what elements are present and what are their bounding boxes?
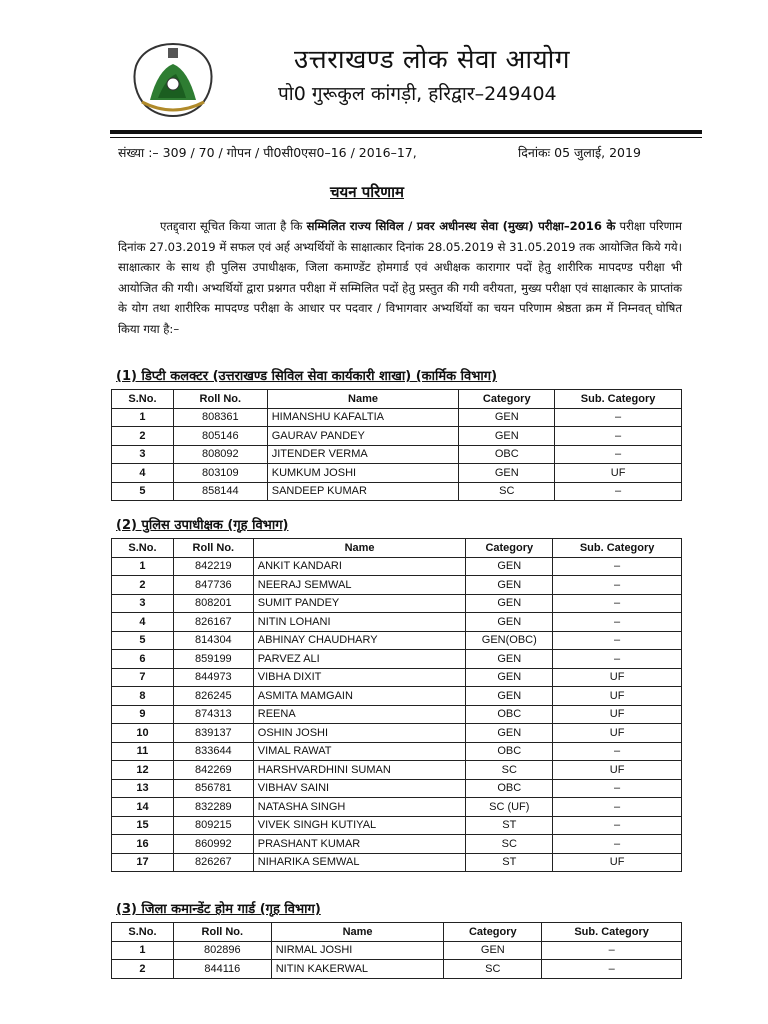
table-header-row xyxy=(112,539,682,558)
section-heading-deputy-collector xyxy=(116,366,497,384)
category-cell: ST xyxy=(466,853,553,872)
roll-number-cell: 808361 xyxy=(173,408,267,427)
table-row xyxy=(112,668,682,687)
serial-number-cell: 1 xyxy=(112,941,174,960)
candidate-name-cell: ASMITA MAMGAIN xyxy=(253,687,466,706)
category-cell: GEN xyxy=(466,594,553,613)
category-cell: GEN xyxy=(466,613,553,632)
candidate-name-cell: OSHIN JOSHI xyxy=(253,724,466,743)
table-row xyxy=(112,576,682,595)
category-cell: OBC xyxy=(466,705,553,724)
sub-category-cell: UF xyxy=(553,668,682,687)
candidate-name-cell: ABHINAY CHAUDHARY xyxy=(253,631,466,650)
candidate-name-cell: NATASHA SINGH xyxy=(253,798,466,817)
serial-number-cell: 5 xyxy=(112,631,174,650)
category-cell: OBC xyxy=(466,779,553,798)
table-row xyxy=(112,960,682,979)
serial-number-cell: 6 xyxy=(112,650,174,669)
section-heading-police xyxy=(116,515,288,533)
organization-address: पो0 गुरूकुल कांगड़ी, हरिद्वार–249404 xyxy=(278,83,557,105)
candidate-name-cell: ANKIT KANDARI xyxy=(253,557,466,576)
sub-category-cell: – xyxy=(555,482,682,501)
sub-category-cell: – xyxy=(553,557,682,576)
table-row xyxy=(112,724,682,743)
sub-category-cell: – xyxy=(555,427,682,446)
column-header: S.No. xyxy=(112,923,174,942)
serial-number-cell: 3 xyxy=(112,445,174,464)
roll-number-cell: 808201 xyxy=(173,594,253,613)
sub-category-cell: – xyxy=(542,960,682,979)
category-cell: GEN xyxy=(466,576,553,595)
table-row xyxy=(112,705,682,724)
sub-category-cell: – xyxy=(553,835,682,854)
category-cell: SC (UF) xyxy=(466,798,553,817)
table-header-row xyxy=(112,923,682,942)
serial-number-cell: 8 xyxy=(112,687,174,706)
table-row xyxy=(112,427,682,446)
sub-category-cell: UF xyxy=(553,853,682,872)
column-header: Roll No. xyxy=(173,390,267,409)
sub-category-cell: – xyxy=(553,742,682,761)
table-row xyxy=(112,464,682,483)
intro-text-2: परीक्षा परिणाम दिनांक 27.03.2019 में सफल एवं अर्ह अभ्यर्थियों के साक्षात्कार दिनांक 28.05.2019 से 31.05.2019 तक आयोजित किये गये। साक्षात्कार के साथ ही पुलिस उपाधीक्षक, जिला कमाण्डेंट होमगार्ड एवं अधीक्षक कारागार पदों हेतु शारीरिक मापदण्ड परीक्षा भी आयोजित की गयी। अभ्यर्थियों द्वारा प्रश्नगत परीक्षा में सम्मिलित पदों हेतु प्रस्तुत की गयी वरीयता, मुख्य परीक्षा एवं साक्षात्कार के प्राप्तांक के योग तथा शारीरिक मापदण्ड परीक्षा के आधार पर पदवार / विभागवार अभ्यर्थियों का चयन परिणाम श्रेष्ठता क्रम में निम्नवत् घोषित किया गया है:– xyxy=(118,219,682,336)
column-header: Roll No. xyxy=(173,923,271,942)
table-row xyxy=(112,650,682,669)
category-cell: GEN xyxy=(466,668,553,687)
serial-number-cell: 5 xyxy=(112,482,174,501)
results-table-deputy-collector xyxy=(111,389,682,501)
column-header: Category xyxy=(466,539,553,558)
sub-category-cell: UF xyxy=(553,705,682,724)
reference-number: संख्या :– 309 / 70 / गोपन / पी0सी0एस0–16 / 2016–17, xyxy=(118,145,417,160)
category-cell: GEN xyxy=(466,557,553,576)
sub-category-cell: UF xyxy=(553,761,682,780)
category-cell: SC xyxy=(466,835,553,854)
intro-text-1: एतद्द्वारा सूचित किया जाता है कि xyxy=(160,219,307,233)
intro-paragraph xyxy=(118,216,682,339)
serial-number-cell: 14 xyxy=(112,798,174,817)
table-row xyxy=(112,445,682,464)
category-cell: SC xyxy=(444,960,542,979)
roll-number-cell: 803109 xyxy=(173,464,267,483)
roll-number-cell: 814304 xyxy=(173,631,253,650)
serial-number-cell: 1 xyxy=(112,408,174,427)
roll-number-cell: 826245 xyxy=(173,687,253,706)
candidate-name-cell: NITIN LOHANI xyxy=(253,613,466,632)
candidate-name-cell: NIHARIKA SEMWAL xyxy=(253,853,466,872)
sub-category-cell: UF xyxy=(555,464,682,483)
commission-emblem-logo xyxy=(130,40,216,120)
serial-number-cell: 2 xyxy=(112,427,174,446)
table-row xyxy=(112,742,682,761)
roll-number-cell: 826167 xyxy=(173,613,253,632)
roll-number-cell: 809215 xyxy=(173,816,253,835)
column-header: Name xyxy=(267,390,459,409)
table-row xyxy=(112,557,682,576)
table-row xyxy=(112,631,682,650)
sub-category-cell: UF xyxy=(553,724,682,743)
section-heading-text: (2) पुलिस उपाधीक्षक (गृह विभाग) xyxy=(116,518,289,533)
table-row xyxy=(112,779,682,798)
header-divider-thin xyxy=(110,137,702,138)
candidate-name-cell: REENA xyxy=(253,705,466,724)
serial-number-cell: 16 xyxy=(112,835,174,854)
section-heading-text: (1) डिप्टी कलक्टर (उत्तराखण्ड सिविल सेवा कार्यकारी शाखा) (कार्मिक विभाग) xyxy=(116,369,498,384)
column-header: Category xyxy=(444,923,542,942)
category-cell: GEN xyxy=(466,687,553,706)
section-heading-home-guard xyxy=(116,899,321,917)
table-row xyxy=(112,687,682,706)
serial-number-cell: 9 xyxy=(112,705,174,724)
serial-number-cell: 4 xyxy=(112,464,174,483)
table-row xyxy=(112,761,682,780)
sub-category-cell: – xyxy=(555,445,682,464)
header-divider xyxy=(110,130,702,134)
candidate-name-cell: VIBHA DIXIT xyxy=(253,668,466,687)
category-cell: GEN xyxy=(466,724,553,743)
candidate-name-cell: JITENDER VERMA xyxy=(267,445,459,464)
category-cell: GEN xyxy=(459,408,555,427)
roll-number-cell: 859199 xyxy=(173,650,253,669)
roll-number-cell: 844973 xyxy=(173,668,253,687)
roll-number-cell: 858144 xyxy=(173,482,267,501)
column-header: Name xyxy=(271,923,444,942)
serial-number-cell: 2 xyxy=(112,960,174,979)
sub-category-cell: – xyxy=(555,408,682,427)
table-row xyxy=(112,613,682,632)
column-header: Sub. Category xyxy=(555,390,682,409)
category-cell: ST xyxy=(466,816,553,835)
roll-number-cell: 860992 xyxy=(173,835,253,854)
serial-number-cell: 3 xyxy=(112,594,174,613)
serial-number-cell: 2 xyxy=(112,576,174,595)
candidate-name-cell: VIVEK SINGH KUTIYAL xyxy=(253,816,466,835)
candidate-name-cell: HARSHVARDHINI SUMAN xyxy=(253,761,466,780)
sub-category-cell: – xyxy=(553,798,682,817)
roll-number-cell: 847736 xyxy=(173,576,253,595)
roll-number-cell: 842219 xyxy=(173,557,253,576)
column-header: Sub. Category xyxy=(542,923,682,942)
table-row xyxy=(112,941,682,960)
category-cell: GEN xyxy=(459,427,555,446)
category-cell: OBC xyxy=(459,445,555,464)
roll-number-cell: 844116 xyxy=(173,960,271,979)
candidate-name-cell: HIMANSHU KAFALTIA xyxy=(267,408,459,427)
roll-number-cell: 856781 xyxy=(173,779,253,798)
candidate-name-cell: VIBHAV SAINI xyxy=(253,779,466,798)
column-header: Name xyxy=(253,539,466,558)
sub-category-cell: – xyxy=(553,576,682,595)
serial-number-cell: 12 xyxy=(112,761,174,780)
category-cell: OBC xyxy=(466,742,553,761)
column-header: S.No. xyxy=(112,539,174,558)
category-cell: SC xyxy=(466,761,553,780)
table-row xyxy=(112,482,682,501)
sub-category-cell: – xyxy=(553,816,682,835)
reference-date: दिनांकः 05 जुलाई, 2019 xyxy=(518,145,641,160)
serial-number-cell: 4 xyxy=(112,613,174,632)
sub-category-cell: UF xyxy=(553,687,682,706)
table-row xyxy=(112,408,682,427)
serial-number-cell: 7 xyxy=(112,668,174,687)
results-table-police xyxy=(111,538,682,872)
roll-number-cell: 833644 xyxy=(173,742,253,761)
category-cell: GEN(OBC) xyxy=(466,631,553,650)
category-cell: GEN xyxy=(466,650,553,669)
candidate-name-cell: GAURAV PANDEY xyxy=(267,427,459,446)
table-row xyxy=(112,798,682,817)
sub-category-cell: – xyxy=(553,594,682,613)
column-header: Roll No. xyxy=(173,539,253,558)
section-heading-text: (3) जिला कमान्डेंट होम गार्ड (गृह विभाग) xyxy=(116,902,321,917)
serial-number-cell: 15 xyxy=(112,816,174,835)
roll-number-cell: 832289 xyxy=(173,798,253,817)
roll-number-cell: 808092 xyxy=(173,445,267,464)
sub-category-cell: – xyxy=(542,941,682,960)
emblem-icon xyxy=(134,44,211,116)
category-cell: SC xyxy=(459,482,555,501)
column-header: Category xyxy=(459,390,555,409)
candidate-name-cell: KUMKUM JOSHI xyxy=(267,464,459,483)
candidate-name-cell: NITIN KAKERWAL xyxy=(271,960,444,979)
candidate-name-cell: VIMAL RAWAT xyxy=(253,742,466,761)
serial-number-cell: 1 xyxy=(112,557,174,576)
serial-number-cell: 13 xyxy=(112,779,174,798)
document-title: चयन परिणाम xyxy=(330,183,405,201)
results-table-home-guard xyxy=(111,922,682,979)
candidate-name-cell: NIRMAL JOSHI xyxy=(271,941,444,960)
roll-number-cell: 826267 xyxy=(173,853,253,872)
category-cell: GEN xyxy=(444,941,542,960)
candidate-name-cell: PARVEZ ALI xyxy=(253,650,466,669)
roll-number-cell: 805146 xyxy=(173,427,267,446)
category-cell: GEN xyxy=(459,464,555,483)
table-row xyxy=(112,816,682,835)
intro-text-bold: सम्मिलित राज्य सिविल / प्रवर अधीनस्थ सेवा (मुख्य) परीक्षा–2016 के xyxy=(306,219,616,233)
sub-category-cell: – xyxy=(553,779,682,798)
serial-number-cell: 11 xyxy=(112,742,174,761)
candidate-name-cell: SUMIT PANDEY xyxy=(253,594,466,613)
candidate-name-cell: PRASHANT KUMAR xyxy=(253,835,466,854)
column-header: Sub. Category xyxy=(553,539,682,558)
sub-category-cell: – xyxy=(553,631,682,650)
sub-category-cell: – xyxy=(553,613,682,632)
serial-number-cell: 17 xyxy=(112,853,174,872)
candidate-name-cell: SANDEEP KUMAR xyxy=(267,482,459,501)
sub-category-cell: – xyxy=(553,650,682,669)
candidate-name-cell: NEERAJ SEMWAL xyxy=(253,576,466,595)
table-row xyxy=(112,594,682,613)
column-header: S.No. xyxy=(112,390,174,409)
serial-number-cell: 10 xyxy=(112,724,174,743)
table-row xyxy=(112,853,682,872)
roll-number-cell: 874313 xyxy=(173,705,253,724)
roll-number-cell: 842269 xyxy=(173,761,253,780)
table-header-row xyxy=(112,390,682,409)
table-row xyxy=(112,835,682,854)
organization-name: उत्तराखण्ड लोक सेवा आयोग xyxy=(294,45,571,75)
roll-number-cell: 802896 xyxy=(173,941,271,960)
roll-number-cell: 839137 xyxy=(173,724,253,743)
